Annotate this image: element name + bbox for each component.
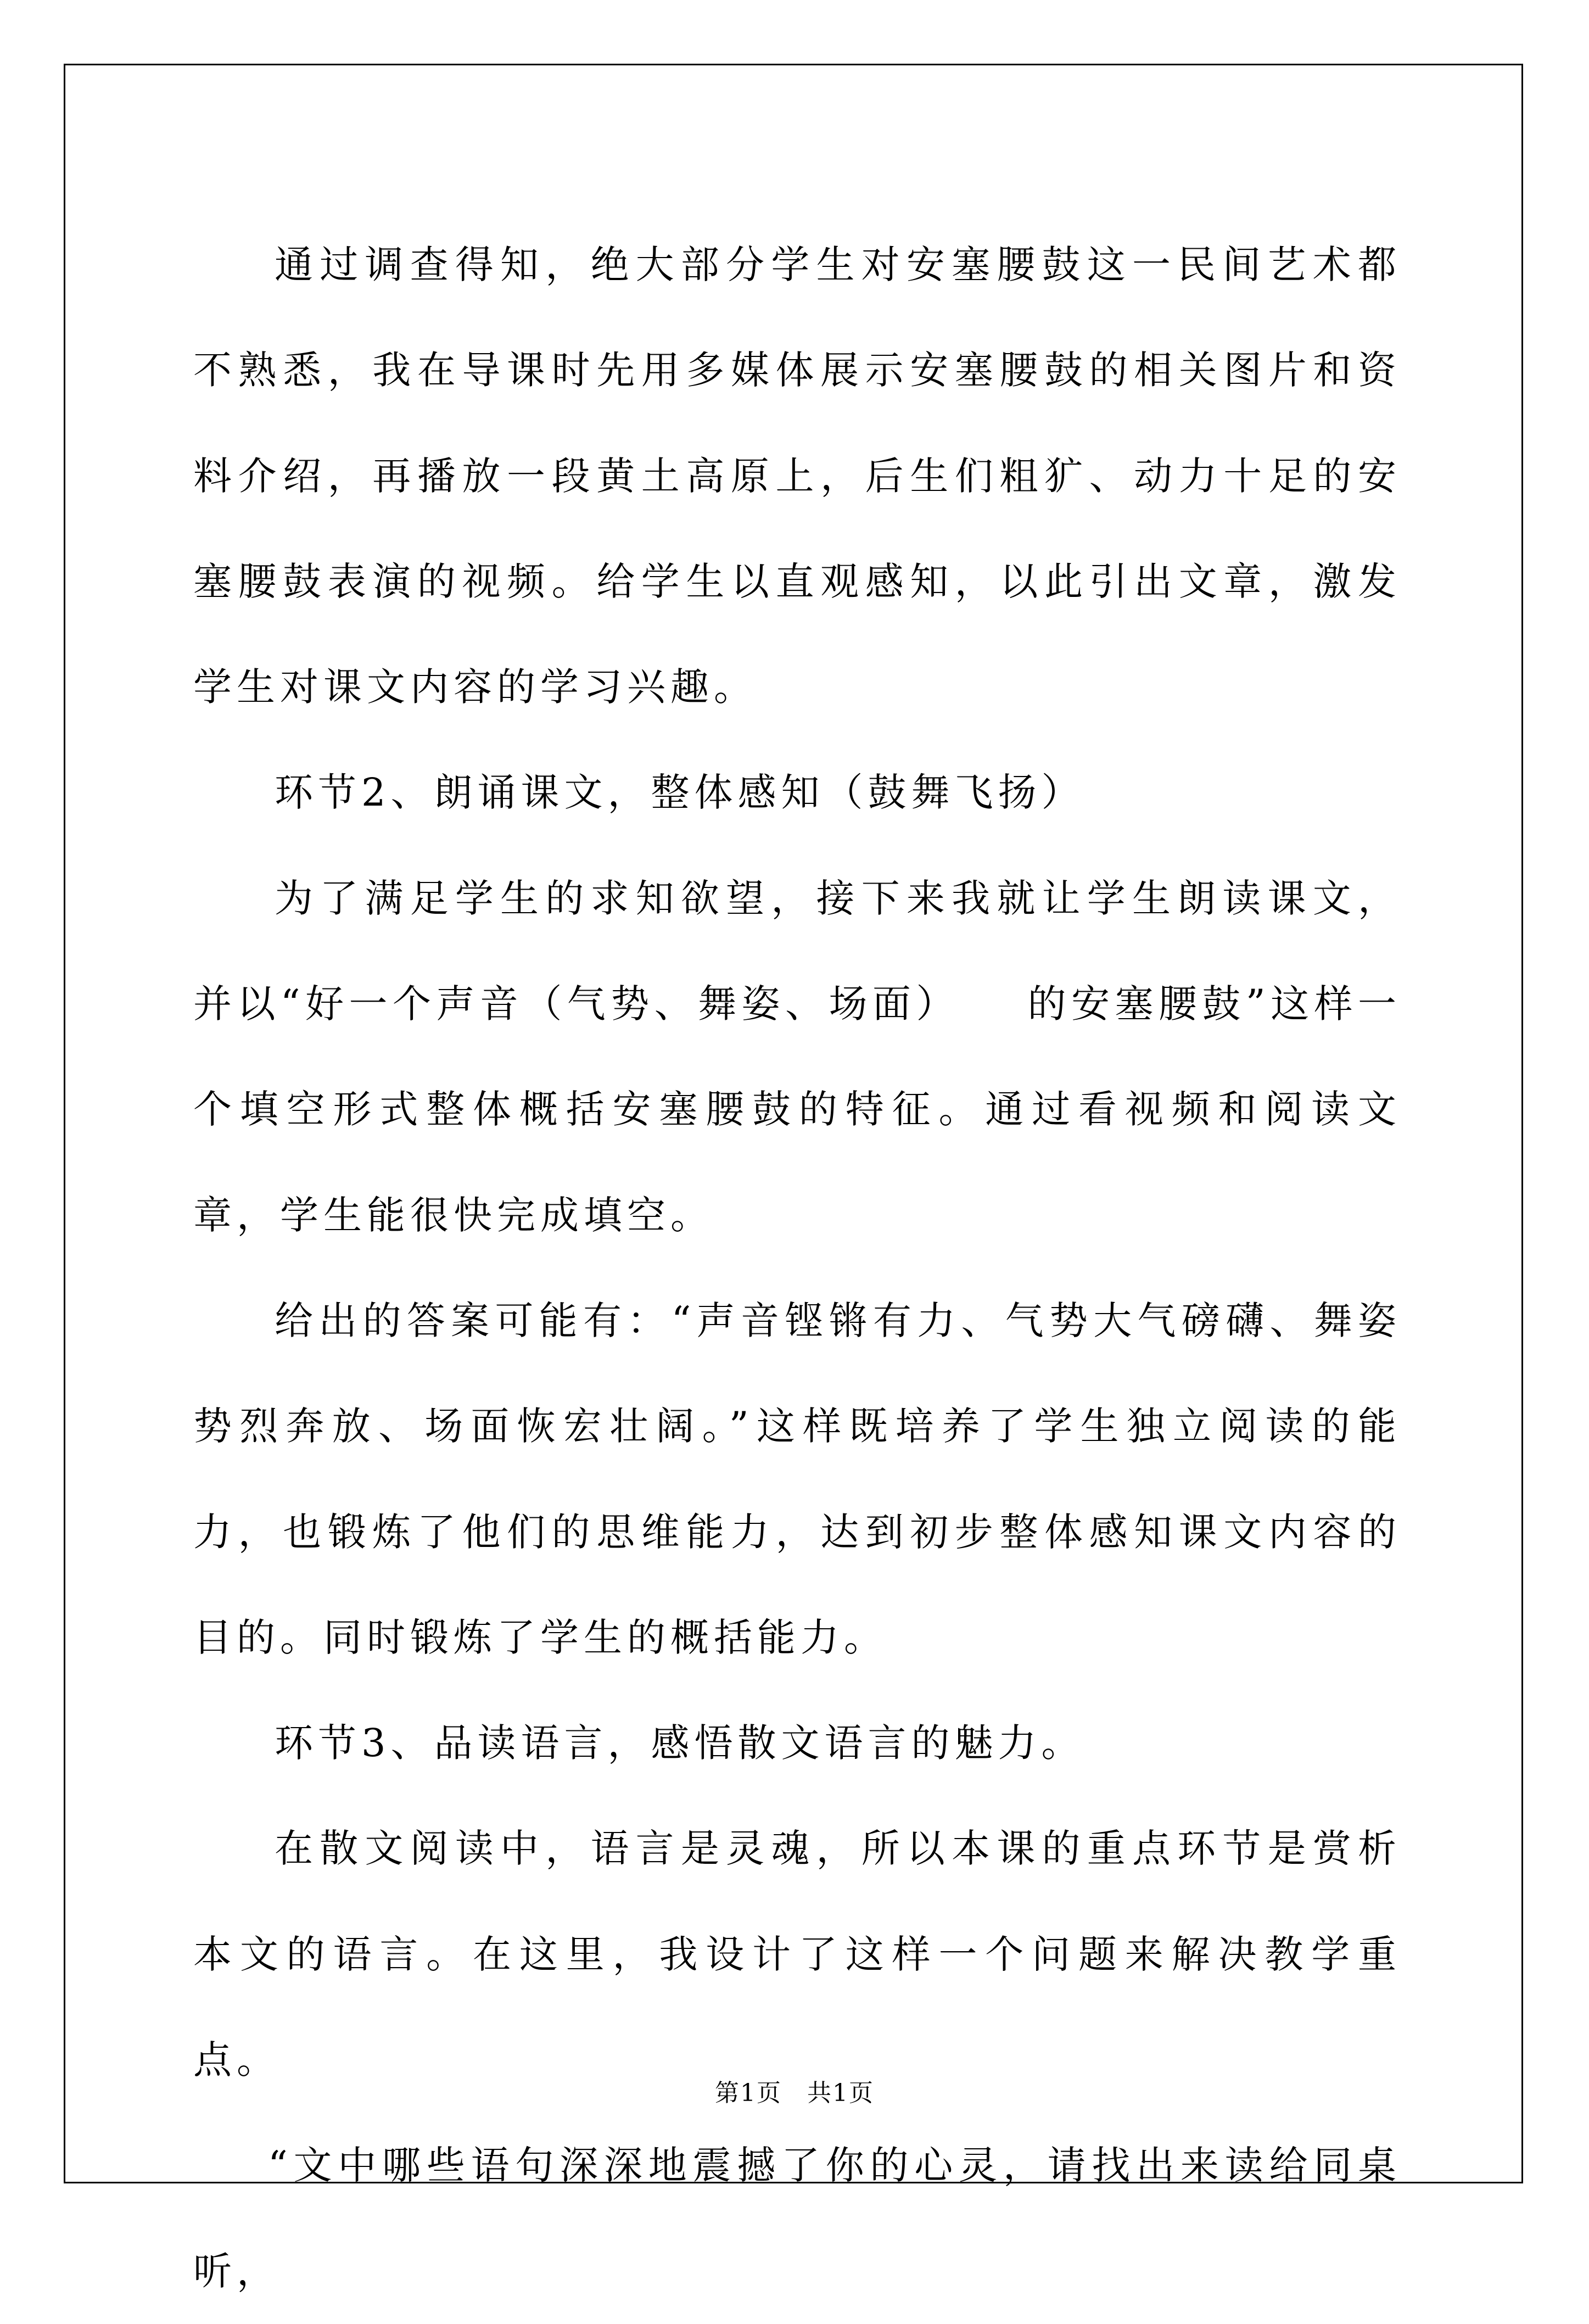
page-number: 第1页 共1页 [715, 2079, 874, 2107]
paragraph-intro: 通过调查得知，绝大部分学生对安塞腰鼓这一民间艺术都不熟悉，我在导课时先用多媒体展示安塞腰鼓的相关图片和资料介绍，再播放一段黄土高原上，后生们粗犷、动力十足的安塞腰鼓表演的视频。给学生以直观感知，以此引出文章，激发学生对课文内容的学习兴趣。 [193, 242, 1401, 710]
paragraph-reading: 为了满足学生的求知欲望，接下来我就让学生朗读课文，并以“好一个声音（气势、舞姿、场面） 的安塞腰鼓”这样一个填空形式整体概括安塞腰鼓的特征。通过看视频和阅读文章，学生能很快完成填空。 [193, 875, 1401, 1238]
paragraph-question: “文中哪些语句深深地震撼了你的心灵，请找出来读给同桌听， [193, 2143, 1401, 2294]
paragraph-language: 在散文阅读中，语言是灵魂，所以本课的重点环节是赏析本文的语言。在这里，我设计了这样一个问题来解决教学重点。 [193, 1826, 1401, 2083]
heading-section-2: 环节2、朗诵课文，整体感知（鼓舞飞扬） [275, 770, 1085, 815]
document-body [193, 212, 1401, 2324]
paragraph-answers: 给出的答案可能有：“声音铿锵有力、气势大气磅礴、舞姿势烈奔放、场面恢宏壮阔。”这样既培养了学生独立阅读的能力，也锻炼了他们的思维能力，达到初步整体感知课文内容的目的。同时锻炼了学生的概括能力。 [193, 1298, 1401, 1660]
heading-section-3: 环节3、品读语言，感悟散文语言的魅力。 [275, 1720, 1085, 1766]
